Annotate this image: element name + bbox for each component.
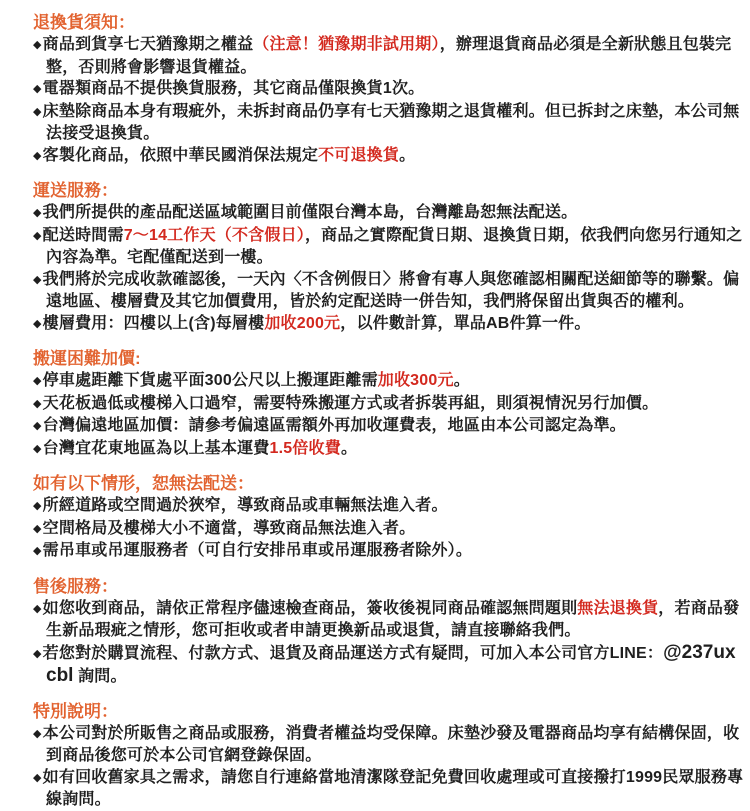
diamond-bullet-icon: ◆ <box>33 149 42 162</box>
text-segment: 若您對於購買流程、付款方式、退貨及商品運送方式有疑問，可加入本公司官方LINE： <box>42 644 664 662</box>
diamond-bullet-icon: ◆ <box>33 229 42 242</box>
text-segment: 我們將於完成收款確認後，一天內〈不含例假日〉將會有專人與您確認相關配送細節等的聯繫。偏遠地區、樓層費及其它加價費用，皆於約定配送時一併告知，我們將保留出貨與否的權利。 <box>42 270 740 310</box>
text-segment: 停車處距離下貨處平面300公尺以上搬運距離需 <box>42 372 378 389</box>
diamond-bullet-icon: ◆ <box>33 39 42 51</box>
diamond-bullet-icon: ◆ <box>33 500 42 512</box>
text-segment: 台灣偏遠地區加價：請參考偏遠區需額外再加收運費表，地區由本公司認定為準。 <box>42 417 626 434</box>
diamond-bullet-icon: ◆ <box>33 273 42 286</box>
line-account-id: @237uxcbl <box>46 641 736 686</box>
bullet-item <box>24 202 744 225</box>
diamond-bullet-icon: ◆ <box>33 602 42 615</box>
diamond-bullet-icon: ◆ <box>33 83 42 95</box>
text-segment: 商品到貨享七天猶豫期之權益 <box>42 36 254 53</box>
text-segment: 詢問。 <box>73 668 127 685</box>
text-segment: 。 <box>399 146 416 164</box>
diamond-bullet-icon: ◆ <box>33 522 42 535</box>
bullet-item <box>24 34 744 78</box>
text-segment: 加收200元 <box>264 314 341 332</box>
text-segment: 本公司對於所販售之商品或服務，消費者權益均受保障。床墊沙發及電器商品均享有結構保固，收到商品後您可於本公司官網登錄保固。 <box>42 724 740 764</box>
bullet-item <box>24 518 744 541</box>
policy-section-搬運困難加價 <box>24 348 744 460</box>
text-segment: （注意！猶豫期非試用期） <box>253 36 440 53</box>
text-segment: 需吊車或吊運服務者（可自行安排吊車或吊運服務者除外）。 <box>42 542 473 559</box>
text-segment: 。 <box>340 439 358 457</box>
text-segment: 空間格局及樓梯大小不適當，導致商品無法進入者。 <box>42 519 416 537</box>
text-segment: 樓層費用：四樓以上(含)每層樓 <box>42 314 265 332</box>
policy-section-運送服務 <box>24 180 744 335</box>
text-segment: 床墊除商品本身有瑕疵外，未拆封商品仍享有七天猶豫期之退貨權利。但已拆封之床墊，本公司無法接受退換貨。 <box>42 102 740 142</box>
bullet-item <box>24 598 744 642</box>
bullet-item <box>24 438 744 461</box>
text-segment: ，以件數計算，單品AB件算一件。 <box>340 314 591 332</box>
bullet-item <box>24 370 744 393</box>
diamond-bullet-icon: ◆ <box>33 317 42 330</box>
text-segment: 1.5倍收費 <box>269 439 341 457</box>
bullet-item <box>24 78 744 101</box>
diamond-bullet-icon: ◆ <box>33 207 42 219</box>
text-segment: 無法退換貨 <box>577 599 659 617</box>
bullet-item <box>24 145 744 168</box>
policy-section-如有以下情形 <box>24 473 744 563</box>
section-heading: 售後服務： <box>33 576 118 596</box>
diamond-bullet-icon: ◆ <box>33 727 42 740</box>
text-segment: ，辦理退貨商品必須是全新狀態且包裝完整，否則將會影響退貨權益。 <box>46 36 732 76</box>
text-segment: 台灣宜花東地區為以上基本運費 <box>42 439 270 457</box>
text-segment: ，若商品發生新品瑕疵之情形，您可拒收或者申請更換新品或退貨，請直接聯絡我們。 <box>46 599 740 639</box>
bullet-item <box>24 393 744 416</box>
section-heading: 搬運困難加價: <box>33 349 141 368</box>
text-segment: 如有回收舊家具之需求，請您自行連絡當地清潔隊登記免費回收處理或可直接撥打1999民眾服務專線詢問。 <box>42 768 744 808</box>
section-heading: 運送服務： <box>33 181 118 200</box>
text-segment: 加收300元 <box>377 372 454 389</box>
text-segment: 所經道路或空間過於狹窄，導致商品或車輛無法進入者。 <box>42 497 448 514</box>
text-segment: 電器類商品不提供換貨服務，其它商品僅限換貨1次。 <box>42 80 425 97</box>
diamond-bullet-icon: ◆ <box>33 771 42 784</box>
text-segment: 客製化商品，依照中華民國消保法規定 <box>42 146 319 164</box>
diamond-bullet-icon: ◆ <box>33 420 42 432</box>
bullet-item <box>24 767 744 811</box>
section-heading: 退換貨須知： <box>33 13 135 32</box>
bullet-item <box>24 225 744 269</box>
text-segment: 7～14工作天（不含假日） <box>123 226 305 244</box>
text-segment: 配送時間需 <box>42 226 124 244</box>
diamond-bullet-icon: ◆ <box>33 105 42 118</box>
text-segment: 不可退換貨 <box>318 146 400 164</box>
bullet-item <box>24 540 744 563</box>
section-heading: 特別說明： <box>33 701 118 721</box>
diamond-bullet-icon: ◆ <box>33 545 42 557</box>
bullet-item <box>24 642 744 688</box>
diamond-bullet-icon: ◆ <box>33 375 42 387</box>
diamond-bullet-icon: ◆ <box>33 647 42 660</box>
text-segment: 。 <box>453 372 470 389</box>
text-segment: ，商品之實際配貨日期、退換貨日期，依我們向您另行通知之內容為準。宅配僅配送到一樓。 <box>46 226 743 266</box>
diamond-bullet-icon: ◆ <box>33 397 42 410</box>
text-segment: 天花板過低或樓梯入口過窄，需要特殊搬運方式或者拆裝再組，則須視情況另行加價。 <box>42 394 659 412</box>
bullet-item <box>24 269 744 313</box>
policy-section-特別說明 <box>24 701 744 811</box>
text-segment: 我們所提供的產品配送區域範圍目前僅限台灣本島，台灣離島恕無法配送。 <box>42 204 578 221</box>
bullet-item <box>24 723 744 767</box>
diamond-bullet-icon: ◆ <box>33 442 42 455</box>
section-heading: 如有以下情形，恕無法配送： <box>33 474 254 493</box>
bullet-item <box>24 101 744 145</box>
policy-section-退換貨須知 <box>24 12 744 167</box>
policy-section-售後服務 <box>24 576 744 688</box>
bullet-item <box>24 495 744 518</box>
text-segment: 如您收到商品，請依正常程序儘速檢查商品，簽收後視同商品確認無問題則 <box>42 599 578 617</box>
bullet-item <box>24 415 744 438</box>
bullet-item <box>24 313 744 336</box>
